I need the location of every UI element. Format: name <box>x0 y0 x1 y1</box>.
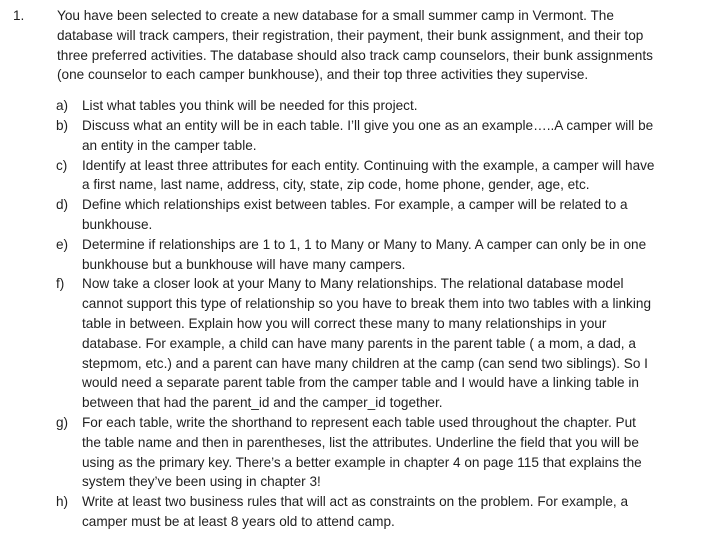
sub-question-text: Discuss what an entity will be in each table. I’ll give you one as an example…..A camper will be an entity in the camper table. <box>82 117 654 153</box>
sub-question-text: For each table, write the shorthand to represent each table used throughout the chapter. Put the table name and then in parentheses, list the attributes. Underline the field that you will be using as the primary key. There’s a better example in chapter 4 on page 115 that explains the system they’ve been using in chapter 3! <box>82 414 642 490</box>
sub-question-text: Identify at least three attributes for each entity. Continuing with the example, a camper will have a first name, last name, address, city, state, zip code, home phone, gender, age, etc. <box>82 157 655 193</box>
sub-question-text: Define which relationships exist between tables. For example, a camper will be related to a bunkhouse. <box>82 197 628 232</box>
sub-question-label: h) <box>56 494 69 510</box>
sub-question-d <box>56 195 658 235</box>
sub-question-label: g) <box>56 414 69 430</box>
sub-question-a <box>56 96 658 116</box>
sub-question-label: b) <box>56 117 69 133</box>
sub-question-text: Now take a closer look at your Many to Many relationships. The relational database model cannot support this type of relationship so you have to break them into two tables with a linking table in between. Explain how you will correct these many to many relationships in your database. For example, a child can have many parents in the parent table ( a mom, a dad, a stepmom, etc.) and a parent can have many children at the camp (can send two siblings). So I would need a separate parent table from the camper table and I would have a linking table in between that had the parent_id and the camper_id together. <box>82 276 651 411</box>
sub-question-list <box>0 96 702 532</box>
sub-question-e <box>56 235 658 275</box>
sub-question-h <box>56 492 658 532</box>
sub-question-label: c) <box>56 157 68 173</box>
sub-question-text: Determine if relationships are 1 to 1, 1 to Many or Many to Many. A camper can only be in one bunkhouse but a bunkhouse will have many campers. <box>82 236 647 272</box>
sub-question-text: Write at least two business rules that will act as constraints on the problem. For example, a camper must be at least 8 years old to attend camp. <box>82 494 629 529</box>
sub-question-c <box>56 156 658 196</box>
sub-question-f <box>56 274 658 413</box>
sub-question-text: List what tables you think will be needed for this project. <box>82 98 418 114</box>
question-number: 1. <box>13 8 25 23</box>
question-1 <box>12 6 672 85</box>
sub-question-label: f) <box>56 276 65 292</box>
sub-question-label: d) <box>56 197 69 213</box>
question-text: You have been selected to create a new database for a small summer camp in Vermont. The database will track campers, their registration, their payment, their bunk assignment, and their top three preferred activities. The database should also track camp counselors, their bunk assignments (one counselor to each camper bunkhouse), and their top three activities they supervise. <box>57 8 653 83</box>
sub-question-label: e) <box>56 236 69 252</box>
sub-question-b <box>56 116 658 156</box>
sub-question-label: a) <box>56 98 69 114</box>
sub-question-g <box>56 413 658 492</box>
